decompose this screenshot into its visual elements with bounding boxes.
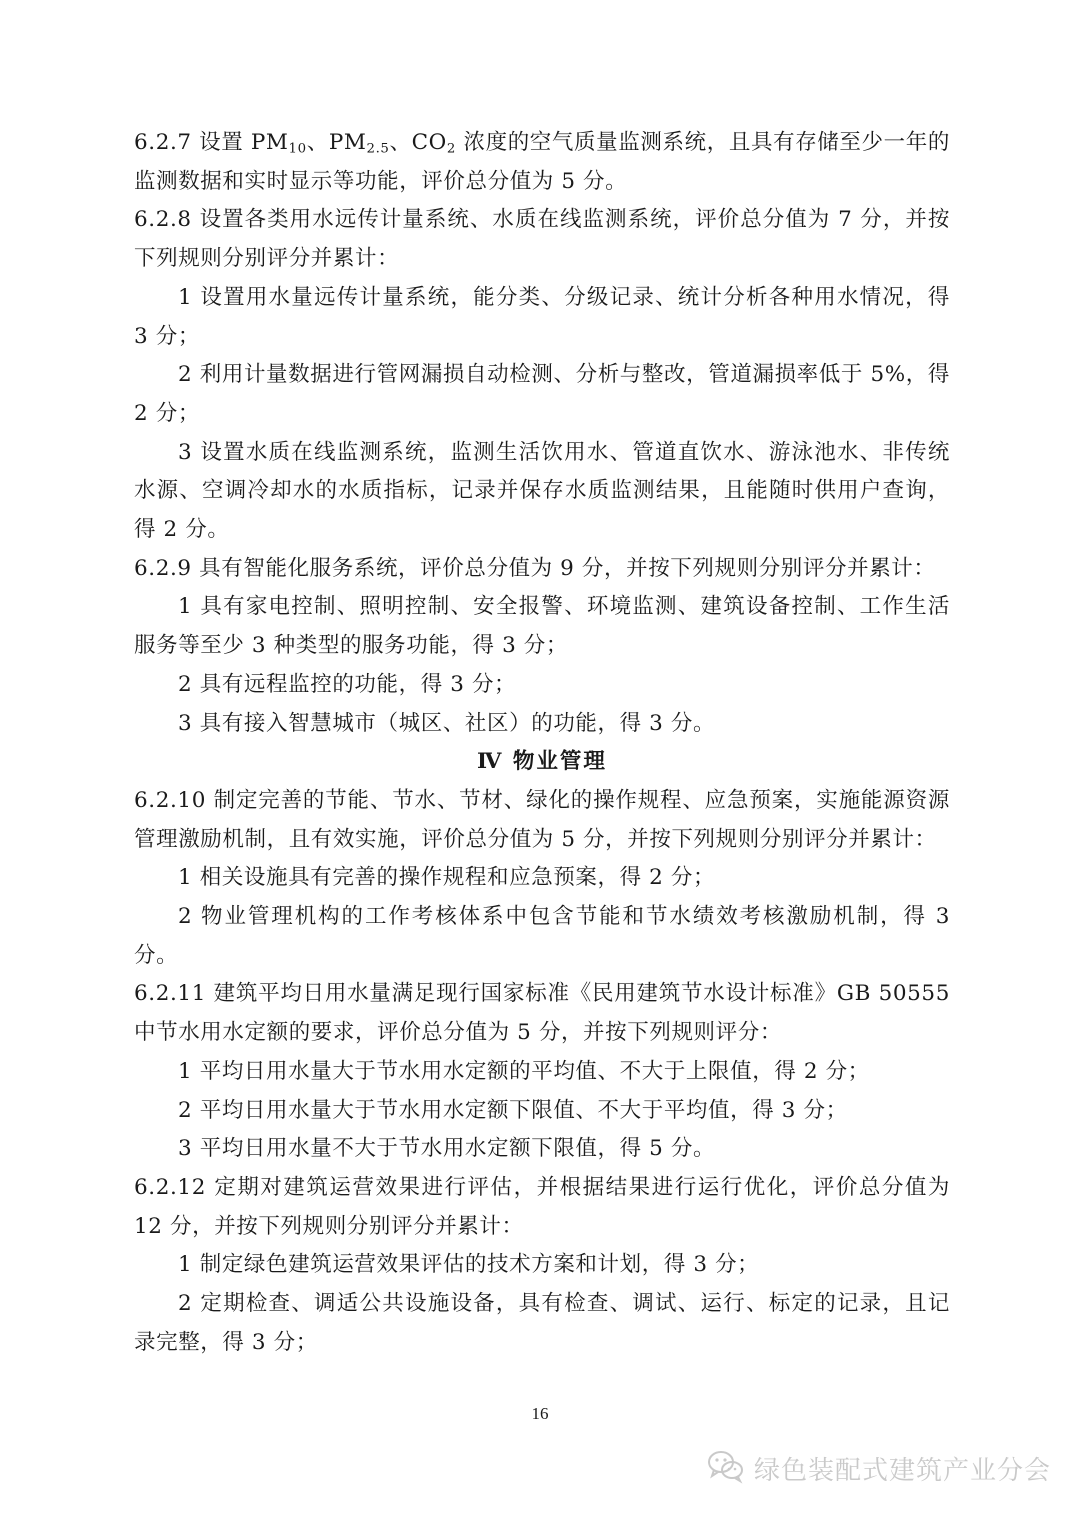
watermark-text: 绿色装配式建筑产业分会 [754,1455,1052,1486]
list-item: 2 利用计量数据进行管网漏损自动检测、分析与整改，管道漏损率低于 5%，得 2 分； [134,362,950,426]
list-item: 2 具有远程监控的功能，得 3 分； [178,671,517,697]
list-item: 1 具有家电控制、照明控制、安全报警、环境监测、建筑设备控制、工作生活服务等至少 3 种类型的服务功能，得 3 分； [134,594,950,659]
section-heading: Ⅳ 物业管理 [477,749,607,775]
list-item: 3 具有接入智慧城市（城区、社区）的功能，得 3 分。 [178,710,716,736]
list-item: 2 物业管理机构的工作考核体系中包含节能和节水绩效考核激励机制，得 3 分。 [134,904,950,968]
list-item: 3 平均日用水量不大于节水用水定额下限值，得 5 分。 [178,1136,716,1162]
clause-6-2-10: 6.2.10 制定完善的节能、节水、节材、绿化的操作规程、应急预案，实施能源资源管理激励机制，且有效实施，评价总分值为 5 分，并按下列规则分别评分并累计： [134,787,950,852]
page-number: 16 [531,1404,549,1423]
clause-6-2-12: 6.2.12 定期对建筑运营效果进行评估，并根据结果进行运行优化，评价总分值为 12 分，并按下列规则分别评分并累计： [134,1174,950,1239]
clause-6-2-9: 6.2.9 具有智能化服务系统，评价总分值为 9 分，并按下列规则分别评分并累计： [134,555,936,581]
list-item: 1 相关设施具有完善的操作规程和应急预案，得 2 分； [178,865,716,891]
clause-6-2-11: 6.2.11 建筑平均日用水量满足现行国家标准《民用建筑节水设计标准》GB 50555 中节水用水定额的要求，评价总分值为 5 分，并按下列规则评分： [134,981,950,1046]
wechat-icon [706,1448,746,1488]
list-item: 3 设置水质在线监测系统，监测生活饮用水、管道直饮水、游泳池水、非传统水源、空调冷却水的水质指标，记录并保存水质监测结果，且能随时供用户查询，得 2 分。 [134,439,950,543]
clause-6-2-7: 6.2.7 设置 $PM_{10}$、$PM_{2.5}$、$CO_2$ 浓度的空气质量监测系统，且具有存储至少一年的监测数据和实时显示等功能，评价总分值为 5 分。 [134,130,950,194]
list-item: 2 定期检查、调适公共设施设备，具有检查、调试、运行、标定的记录，且记录完整，得 3 分； [134,1291,950,1355]
list-item: 1 设置用水量远传计量系统，能分类、分级记录、统计分析各种用水情况，得 3 分； [134,284,950,349]
list-item: 2 平均日用水量大于节水用水定额下限值、不大于平均值，得 3 分； [178,1097,848,1123]
list-item: 1 平均日用水量大于节水用水定额的平均值、不大于上限值，得 2 分； [178,1058,870,1084]
clause-6-2-8: 6.2.8 设置各类用水远传计量系统、水质在线监测系统，评价总分值为 7 分，并按下列规则分别评分并累计： [134,207,950,272]
watermark [706,1448,1051,1488]
document-body [134,124,950,1363]
list-item: 1 制定绿色建筑运营效果评估的技术方案和计划，得 3 分； [178,1252,760,1278]
